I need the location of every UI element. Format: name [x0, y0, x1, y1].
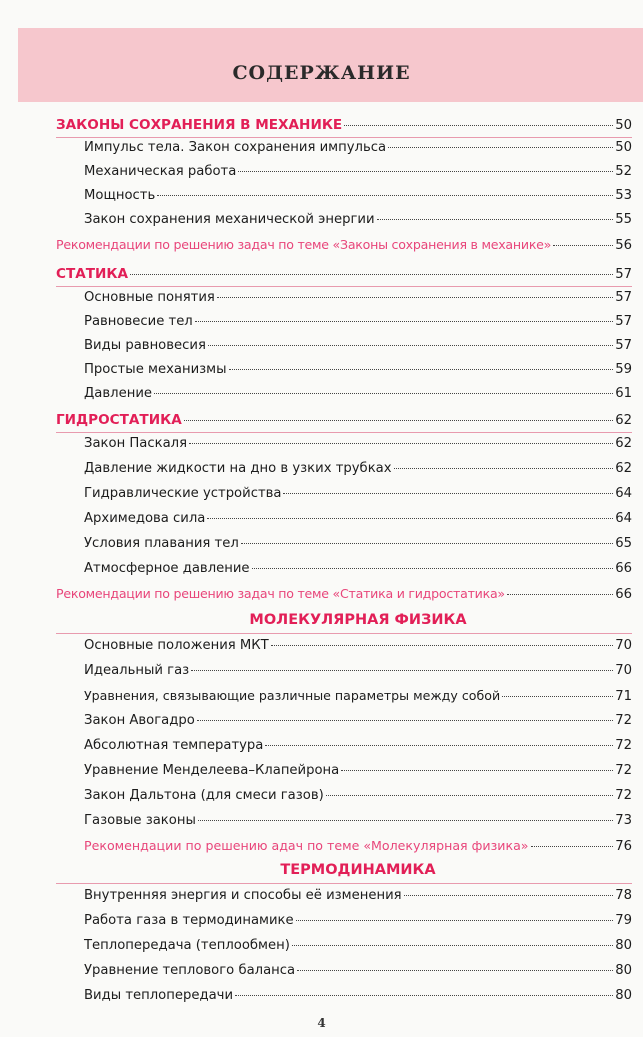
toc-entry: Мощность 53 [84, 188, 632, 203]
toc-entry: Простые механизмы 59 [84, 362, 632, 377]
toc-section-molecular-physics: МОЛЕКУЛЯРНАЯ ФИЗИКА [249, 612, 467, 628]
section-divider [56, 432, 632, 433]
toc-entry: Атмосферное давление 66 [84, 561, 632, 576]
toc-entry: Уравнения, связывающие различные параметры между собой 71 [84, 688, 632, 704]
toc-entry: Уравнение Менделеева–Клапейрона 72 [84, 763, 632, 778]
page-title: СОДЕРЖАНИЕ [232, 62, 411, 84]
toc-entry: Давление жидкости на дно в узких трубках 62 [84, 461, 632, 476]
toc-entry: Равновесие тел 57 [84, 314, 632, 329]
section-divider [56, 286, 632, 287]
page-number: 4 [317, 1016, 326, 1030]
toc-section-hydrostatics: ГИДРОСТАТИКА 62 [56, 412, 632, 428]
toc-entry: Давление 61 [84, 386, 632, 401]
toc-entry: Архимедова сила 64 [84, 511, 632, 526]
toc-section-conservation-laws: ЗАКОНЫ СОХРАНЕНИЯ В МЕХАНИКЕ 50 [56, 117, 632, 133]
toc-entry: Абсолютная температура 72 [84, 738, 632, 753]
section-divider [56, 137, 632, 138]
section-divider [56, 633, 632, 634]
toc-entry: Закон Авогадро 72 [84, 713, 632, 728]
toc-entry: Работа газа в термодинамике 79 [84, 913, 632, 928]
toc-section-statics: СТАТИКА 57 [56, 266, 632, 282]
toc-recommendations: Рекомендации по решению адач по теме «Молекулярная физика» 76 [84, 838, 632, 854]
toc-recommendations: Рекомендации по решению задач по теме «Статика и гидростатика» 66 [56, 586, 632, 602]
toc-section-thermodynamics: ТЕРМОДИНАМИКА [280, 862, 436, 878]
toc-entry: Теплопередача (теплообмен) 80 [84, 938, 632, 953]
section-divider [56, 883, 632, 884]
toc-entry: Основные понятия 57 [84, 290, 632, 305]
toc-entry: Импульс тела. Закон сохранения импульса 50 [84, 140, 632, 155]
toc-entry: Виды равновесия 57 [84, 338, 632, 353]
toc-entry: Условия плавания тел 65 [84, 536, 632, 551]
toc-entry: Виды теплопередачи 80 [84, 988, 632, 1003]
toc-entry: Основные положения МКТ 70 [84, 638, 632, 653]
toc-entry: Закон сохранения механической энергии 55 [84, 212, 632, 227]
toc-entry: Газовые законы 73 [84, 813, 632, 828]
toc-entry: Гидравлические устройства 64 [84, 486, 632, 501]
toc-entry: Внутренняя энергия и способы её изменения 78 [84, 888, 632, 903]
toc-entry: Уравнение теплового баланса 80 [84, 963, 632, 978]
toc-entry: Закон Паскаля 62 [84, 436, 632, 451]
toc-entry: Механическая работа 52 [84, 164, 632, 179]
toc-recommendations: Рекомендации по решению задач по теме «Законы сохранения в механике» 56 [56, 237, 632, 253]
toc-entry: Идеальный газ 70 [84, 663, 632, 678]
toc-entry: Закон Дальтона (для смеси газов) 72 [84, 788, 632, 803]
